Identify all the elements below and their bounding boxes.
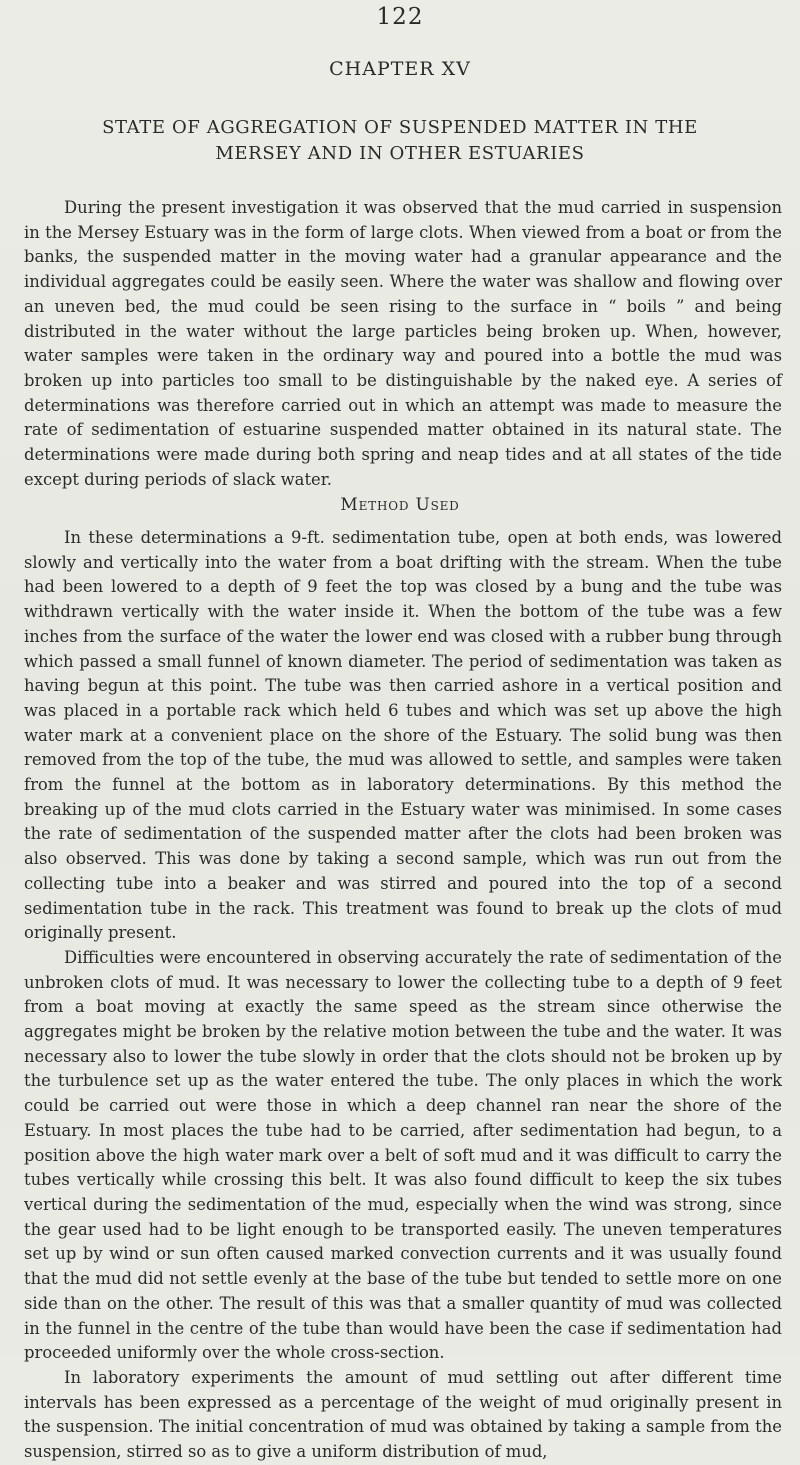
method-heading: Method Used	[340, 495, 460, 515]
intro-paragraph: During the present investigation it was observed that the mud carried in suspension in the Mersey Estuary was in the form of large clots. When viewed from a boat or from the banks, the suspended matter in the moving water had a granular appearance and the individual aggregates could be easily seen. Where the water was shallow and flowing over an uneven bed, the mud could be seen rising to the surface in “ boils ” and being distributed in the water without the large particles being broken up. When, however, water samples were taken in the ordinary way and poured into a bottle the mud was broken up into particles too small to be distinguishable by the naked eye. A series of determinations was therefore carried out in which an attempt was made to measure the rate of sedimentation of estuarine suspended matter obtained in its natural state. The determinations were made during both spring and neap tides and at all states of the tide except during periods of slack water.	[24, 198, 782, 489]
method-section	[24, 526, 782, 1465]
intro-section	[24, 196, 782, 492]
method-paragraph-2: Difficulties were encountered in observing accurately the rate of sedimentation of the unbroken clots of mud. It was necessary to lower the collecting tube to a depth of 9 feet from a boat moving at exactly the same speed as the stream since otherwise the aggregates might be broken by the relative motion between the tube and the water. It was necessary also to lower the tube slowly in order that the clots should not be broken up by the turbulence set up as the water entered the tube. The only places in which the work could be carried out were those in which a deep channel ran near the shore of the Estuary. In most places the tube had to be carried, after sedimentation had begun, to a position above the high water mark over a belt of soft mud and it was difficult to carry the tubes vertically while crossing this belt. It was also found difficult to keep the six tubes vertical during the sedimentation of the mud, especially when the wind was strong, since the gear used had to be light enough to be transported easily. The uneven temperatures set up by wind or sun often caused marked convection currents and it was usually found that the mud did not settle evenly at the base of the tube but tended to settle more on one side than on the other. The result of this was that a smaller quantity of mud was collected in the funnel in the centre of the tube than would have been the case if sedimentation had proceeded uniformly over the whole cross-section.	[24, 947, 782, 1363]
chapter-heading: CHAPTER XV	[329, 58, 471, 80]
section-title	[0, 115, 800, 167]
section-title-line-2: MERSEY AND IN OTHER ESTUARIES	[215, 143, 585, 164]
method-paragraph-1: In these determinations a 9-ft. sedimentation tube, open at both ends, was lowered slowly and vertically into the water from a boat drifting with the stream. When the tube had been lowered to a depth of 9 feet the top was closed by a bung and the tube was withdrawn vertically with the water inside it. When the bottom of the tube was a few inches from the surface of the water the lower end was closed with a rubber bung through which passed a small funnel of known diameter. The period of sedimentation was taken as having begun at this point. The tube was then carried ashore in a vertical position and was placed in a portable rack which held 6 tubes and which was set up above the high water mark at a convenient place on the shore of the Estuary. The solid bung was then removed from the top of the tube, the mud was allowed to settle, and samples were taken from the funnel at the bottom as in laboratory determinations. By this method the breaking up of the mud clots carried in the Estuary water was minimised. In some cases the rate of sedimentation of the suspended matter after the clots had been broken was also observed. This was done by taking a second sample, which was run out from the collecting tube into a beaker and was stirred and poured into the top of a second sedimentation tube in the rack. This treatment was found to break up the clots of mud originally present.	[24, 528, 782, 943]
page-number: 122	[376, 4, 424, 30]
section-title-line-1: STATE OF AGGREGATION OF SUSPENDED MATTER IN THE	[102, 117, 698, 138]
method-paragraph-3: In laboratory experiments the amount of mud settling out after different time intervals has been expressed as a percentage of the weight of mud originally present in the suspension. The initial concentration of mud was obtained by taking a sample from the suspension, stirred so as to give a uniform distribution of mud,	[24, 1367, 782, 1462]
